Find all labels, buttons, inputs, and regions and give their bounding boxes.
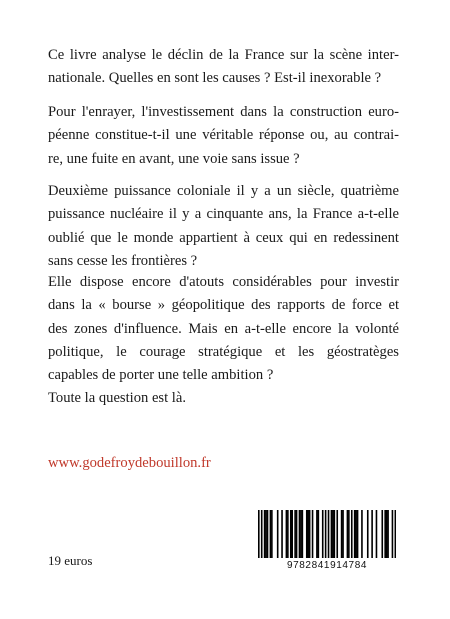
paragraph-line: re, une fuite en avant, une voie sans issue ? bbox=[48, 150, 300, 167]
paragraph-line: péenne constitue-t-il une véritable réponse ou, au contrai- bbox=[48, 127, 399, 144]
barcode-bar bbox=[287, 510, 289, 558]
paragraph-line: dans la « bourse » géopolitique des rapports de force et bbox=[48, 297, 399, 314]
paragraph-line: des zones d'influence. Mais en a-t-elle encore la volonté bbox=[48, 320, 399, 337]
barcode-bar bbox=[376, 510, 378, 558]
barcode-bar bbox=[331, 510, 333, 558]
paragraph-line: puissance nucléaire il y a cinquante ans, la France a-t-elle bbox=[48, 206, 399, 223]
barcode-bar bbox=[332, 510, 334, 558]
paragraph-line: oublié que le monde appartient à ceux qui en redessinent bbox=[48, 229, 399, 246]
barcode-bar bbox=[318, 510, 320, 558]
barcode-bar bbox=[348, 510, 350, 558]
barcode-bar bbox=[341, 510, 343, 558]
barcode-bar bbox=[281, 510, 283, 558]
paragraph-line: Pour l'enrayer, l'investissement dans la construction euro- bbox=[48, 104, 399, 120]
barcode-bar bbox=[347, 510, 349, 558]
barcode-bar bbox=[307, 510, 309, 558]
paragraph-line: Elle dispose encore d'atouts considérables pour investir bbox=[48, 274, 399, 290]
barcode-bar bbox=[371, 510, 373, 558]
barcode-bar bbox=[265, 510, 267, 558]
barcode-bar bbox=[271, 510, 273, 558]
barcode-bar bbox=[336, 510, 338, 558]
paragraph-history bbox=[48, 180, 399, 273]
barcode-bar bbox=[267, 510, 269, 558]
price-label: 19 euros bbox=[48, 553, 93, 568]
barcode-bar bbox=[316, 510, 318, 558]
paragraph-europe bbox=[48, 101, 399, 171]
barcode-bar bbox=[334, 510, 336, 558]
barcode-bar bbox=[328, 510, 330, 558]
paragraph-line: Toute la question est là. bbox=[48, 390, 186, 407]
barcode-bar bbox=[392, 510, 394, 558]
paragraph-line: Deuxième puissance coloniale il y a un siècle, quatrième bbox=[48, 183, 399, 199]
barcode-bar bbox=[357, 510, 359, 558]
barcode-bar bbox=[258, 510, 260, 558]
barcode-bar bbox=[325, 510, 327, 558]
barcode-bar bbox=[296, 510, 298, 558]
barcode-bar bbox=[361, 510, 363, 558]
barcode-bar bbox=[290, 510, 292, 558]
barcode-bar bbox=[367, 510, 369, 558]
barcode-bar bbox=[270, 510, 272, 558]
paragraph-line: capables de porter une telle ambition ? bbox=[48, 367, 274, 384]
barcode-bar bbox=[309, 510, 311, 558]
paragraph-line: politique, le courage stratégique et les géostratèges bbox=[48, 343, 399, 360]
paragraph-line: Ce livre analyse le déclin de la France sur la scène inter- bbox=[48, 47, 399, 63]
barcode-bar bbox=[302, 510, 304, 558]
isbn-barcode bbox=[258, 510, 396, 576]
barcode-bar bbox=[277, 510, 279, 558]
barcode-bar bbox=[381, 510, 383, 558]
barcode-bar bbox=[386, 510, 388, 558]
barcode-bar bbox=[294, 510, 296, 558]
isbn-number: 9782841914784 bbox=[286, 560, 368, 571]
barcode-bar bbox=[351, 510, 353, 558]
paragraph-line: nationale. Quelles en sont les causes ? Est-il inexorable ? bbox=[48, 70, 382, 87]
barcode-bar bbox=[291, 510, 293, 558]
barcode-bar bbox=[300, 510, 302, 558]
barcode-bar bbox=[384, 510, 386, 558]
barcode-bar bbox=[286, 510, 288, 558]
paragraph-intro bbox=[48, 44, 399, 91]
publisher-website-link[interactable]: www.godefroydebouillon.fr bbox=[48, 455, 211, 471]
barcode-bar bbox=[299, 510, 301, 558]
barcode-bar bbox=[261, 510, 263, 558]
paragraph-line: sans cesse les frontières ? bbox=[48, 252, 198, 269]
barcode-bar bbox=[312, 510, 314, 558]
barcode-bar bbox=[387, 510, 389, 558]
barcode-bar bbox=[395, 510, 396, 558]
paragraph-assets bbox=[48, 271, 399, 411]
barcode-bar bbox=[264, 510, 266, 558]
barcode-bar bbox=[306, 510, 308, 558]
barcode-bar bbox=[355, 510, 357, 558]
barcode-bar bbox=[322, 510, 324, 558]
barcode-bars bbox=[258, 510, 396, 560]
barcode-bar bbox=[342, 510, 344, 558]
barcode-bar bbox=[354, 510, 356, 558]
